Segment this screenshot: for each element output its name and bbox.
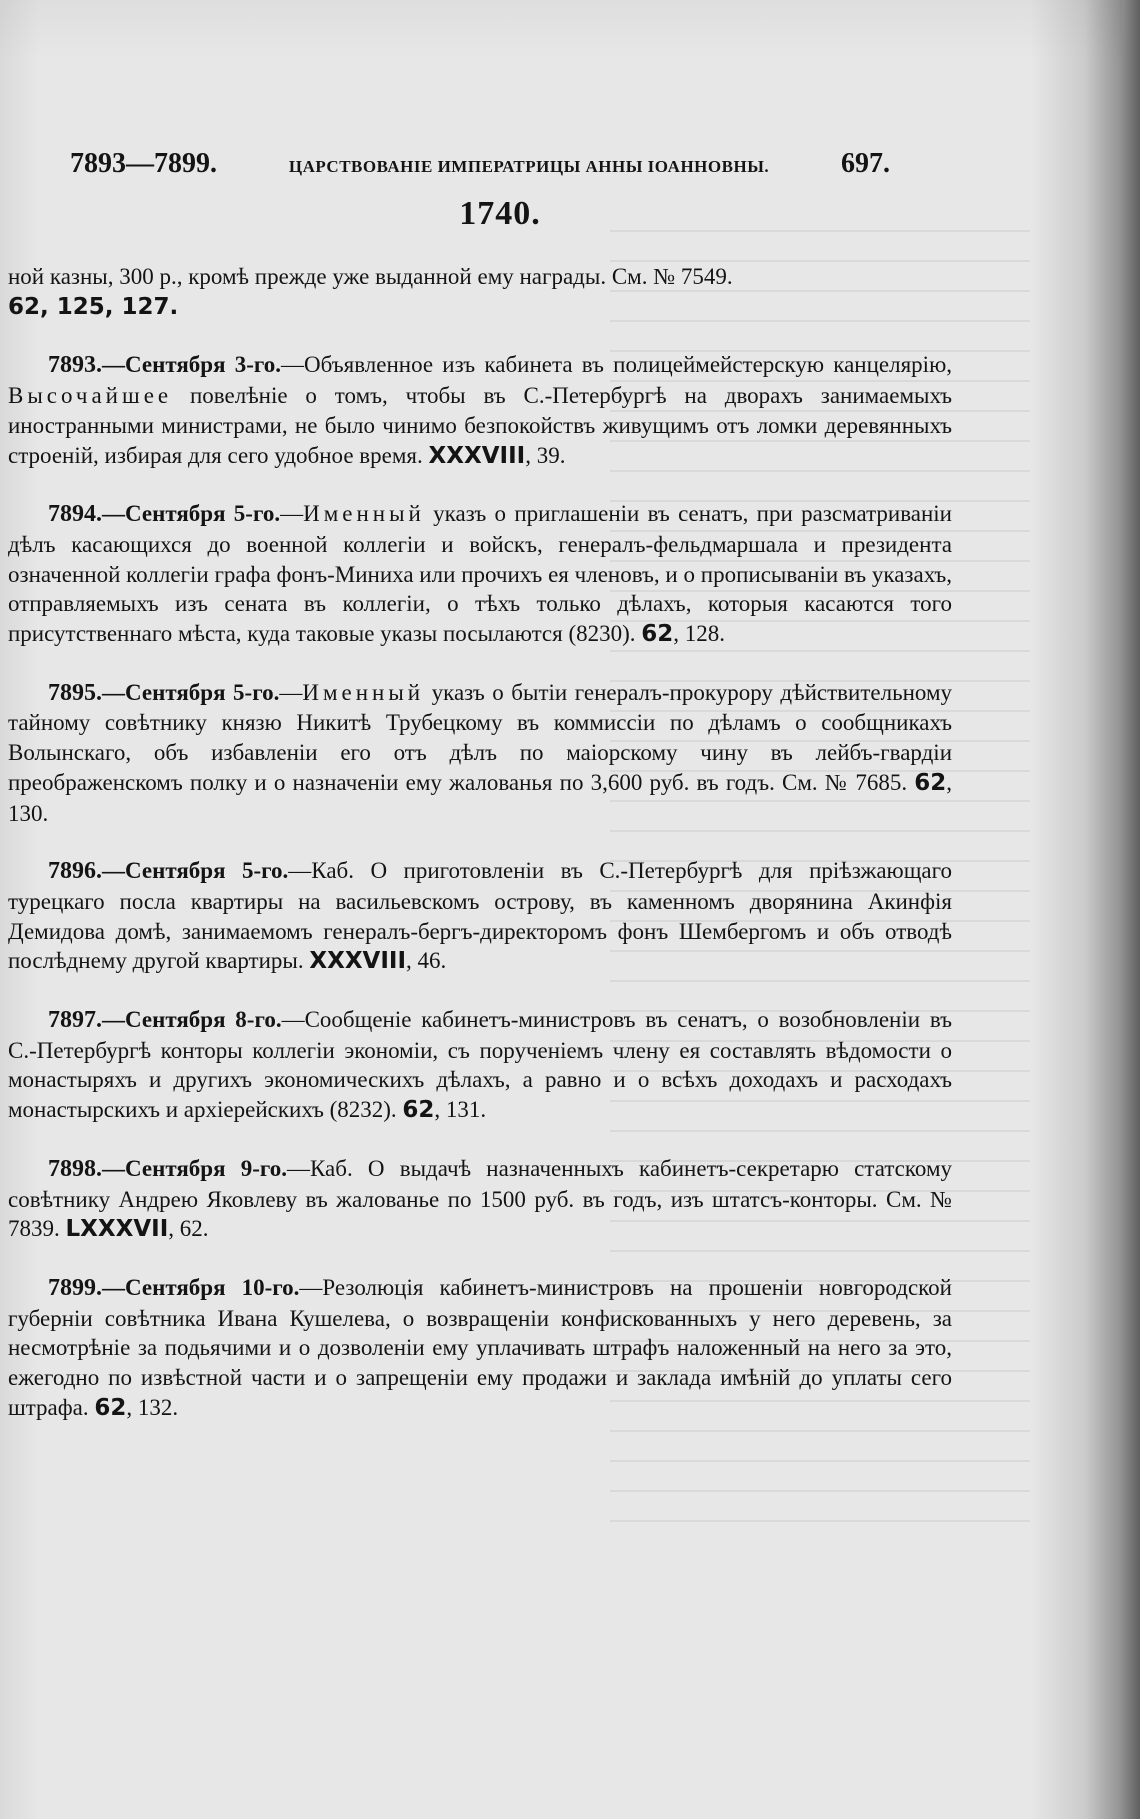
page-body xyxy=(8,262,952,1452)
entry-number: 7894. xyxy=(48,501,102,528)
entry-7895 xyxy=(8,678,952,829)
entry-number: 7898. xyxy=(48,1155,102,1182)
entry-volume: 62 xyxy=(641,621,674,648)
entry-date: —Сентября 3-го. xyxy=(102,352,282,378)
entry-ref: , 46. xyxy=(406,948,447,974)
header-title: ЦАРСТВОВАНІЕ ИМПЕРАТРИЦЫ АННЫ ІОАННОВНЫ. xyxy=(288,157,770,176)
entry-volume: 62 xyxy=(94,1394,127,1421)
running-header xyxy=(70,148,890,188)
continuation-ref: 62, 125, 127. xyxy=(8,293,179,320)
year-heading: 1740. xyxy=(459,195,541,232)
entry-text: Резолюція кабинетъ-министровъ на прошеніи новгородской губерніи совѣтника Ивана Кушелева, о возвращеніи конфискованныхъ у него деревень, за несмотрѣніе за подьячими и о дозволеніи ему уплачивать штрафъ наложенный на него за это, ежегодно по извѣстной части и о запрещеніи ему продажи и заклада имѣній до уплаты сего штрафа. xyxy=(8,1274,952,1420)
entry-7898 xyxy=(8,1154,952,1245)
entry-date: —Сентября 5-го. xyxy=(102,858,289,884)
entry-text: Сообщеніе кабинетъ-министровъ въ сенатъ, о возобновленіи въ С.-Петербургѣ конторы коллегіи экономіи, съ порученіемъ члену ея составлять вѣдомости о монастыряхъ и другихъ экономическихъ дѣлахъ, а равно и о всѣхъ доходахъ и расходахъ монастырскихъ и архіерейскихъ (8232). xyxy=(8,1007,952,1123)
entry-prefix: — xyxy=(279,679,303,705)
entry-date: —Сентября 5-го. xyxy=(102,501,281,527)
entry-text: повелѣніе о томъ, чтобы въ С.-Петербургѣ на дворахъ занимаемыхъ иностранными министрами, не было чинимо безпокойствъ живущимъ отъ ломки деревянныхъ строеній, избирая для сего удобное время. xyxy=(8,383,952,468)
page-edge-shadow xyxy=(1122,0,1140,1819)
continuation-text: ной казны, 300 р., кромѣ прежде уже выданной ему награды. См. № 7549. xyxy=(8,264,733,289)
continuation-paragraph xyxy=(8,262,952,322)
entry-text: указъ о бытіи генералъ-прокурору дѣйствительному тайному совѣтнику князю Никитѣ Трубецкому въ коммиссіи по дѣламъ о сообщникахъ Волынскаго, объ избавленіи его отъ дѣлъ по маіорскому чину въ лейбъ-гвардіи преображенскомъ полку и о назначеніи ему жалованья по 3,600 руб. въ годъ. См. № 7685. xyxy=(8,679,952,795)
entry-date: —Сентября 5-го. xyxy=(102,679,280,705)
entry-volume: LXXXVII xyxy=(65,1216,169,1243)
entry-prefix: —Объявленное изъ кабинета въ полицеймейстерскую канцелярію, xyxy=(281,352,952,378)
entry-spaced-word: Высочайшее xyxy=(8,383,173,409)
entry-prefix: — xyxy=(280,501,304,527)
entry-ref: , 62. xyxy=(168,1216,209,1242)
entry-number: 7895. xyxy=(48,679,102,706)
entry-7899 xyxy=(8,1273,952,1424)
entry-prefix: —Каб. xyxy=(287,1155,368,1181)
entry-text: указъ о приглашеніи въ сенатъ, при разсматриваніи дѣлъ касающихся до военной коллегіи и войскъ, генералъ-фельдмаршала и президента означенной коллегіи графа фонъ-Миниха или прочихъ ея членовъ, и о прописываніи въ указахъ, отправляемыхъ изъ сената въ коллегіи, о тѣхъ только дѣлахъ, которыя касаются того присутственнаго мѣста, куда таковые указы посылаются (8230). xyxy=(8,501,952,647)
entry-ref: , 39. xyxy=(525,442,566,468)
entry-prefix: — xyxy=(281,1007,305,1033)
entry-prefix: — xyxy=(299,1274,323,1300)
entry-7894 xyxy=(8,499,952,650)
entry-spaced-word: Именный xyxy=(303,501,425,527)
header-entry-range: 7893—7899. xyxy=(70,148,217,179)
entry-ref: , 128. xyxy=(673,621,726,647)
entry-7897 xyxy=(8,1005,952,1126)
entry-volume: XXXVIII xyxy=(428,442,526,469)
entry-text: О приготовленіи въ С.-Петербургѣ для пріѣзжающаго турецкаго посла квартиры на васильевскомъ острову, въ каменномъ дворянина Акинфія Демидова домѣ, занимаемомъ генералъ-бергъ-директоромъ фонъ Шембергомъ и объ отводѣ послѣднему другой квартиры. xyxy=(8,858,953,974)
entry-ref: , 130. xyxy=(8,769,952,826)
entry-number: 7899. xyxy=(48,1274,102,1301)
entry-volume: 62 xyxy=(914,769,947,796)
page-number: 697. xyxy=(840,148,890,179)
entry-ref: , 131. xyxy=(434,1097,487,1123)
entry-date: —Сентября 8-го. xyxy=(102,1007,282,1033)
entry-number: 7893. xyxy=(48,352,102,379)
entry-date: —Сентября 10-го. xyxy=(102,1274,300,1300)
entry-number: 7897. xyxy=(48,1007,102,1034)
entry-ref: , 132. xyxy=(126,1394,179,1420)
entry-date: —Сентября 9-го. xyxy=(102,1155,287,1181)
entry-prefix: —Каб. xyxy=(288,858,371,884)
entry-volume: XXXVIII xyxy=(309,948,407,975)
entry-number: 7896. xyxy=(48,858,102,885)
entry-volume: 62 xyxy=(402,1097,435,1124)
entry-7893 xyxy=(8,350,952,471)
entry-7896 xyxy=(8,856,952,977)
entry-text: О выдачѣ назначенныхъ кабинетъ-секретарю статскому совѣтнику Андрею Яковлеву въ жалованье по 1500 руб. въ годъ, изъ штатсъ-конторы. См. № 7839. xyxy=(8,1155,952,1242)
entry-spaced-word: Именный xyxy=(302,679,425,705)
